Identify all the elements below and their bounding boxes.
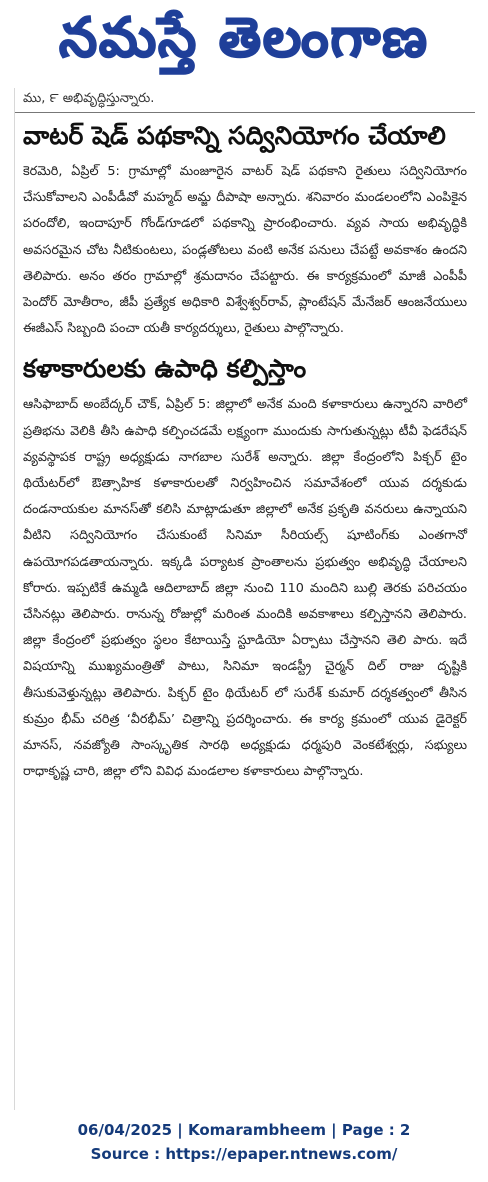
source-footer xyxy=(0,1118,488,1166)
masthead xyxy=(0,0,488,88)
clipping xyxy=(14,88,475,1110)
source-link[interactable]: Source : https://epaper.ntnews.com/ xyxy=(90,1145,398,1163)
newspaper-logo: నమస్తే తెలంగాణ xyxy=(59,5,429,69)
article-headline: కళాకారులకు ఉపాధి కల్పిస్తాం xyxy=(23,354,307,384)
article-watershed xyxy=(15,117,475,342)
article-artists xyxy=(15,350,475,785)
divider xyxy=(15,112,475,113)
article-body: ఆసిఫాబాద్ అంబేద్కర్ చౌక్, ఏప్రిల్ 5: జిల్లాలో అనేక మంది కళాకారులు ఉన్నారని వారిలో ప్రతిభను వెలికి తీసి ఉపాధి కల్పించడమే లక్ష్యంగా ముందుకు సాగుతున్నట్లు టీవీ ఫెడరేషన్ వ్యవస్థాపక రాష్ట్ర అధ్యక్షుడు నాగబాల సురేశ్ అన్నారు. జిల్లా కేంద్రంలోని పిక్చర్ టైం థియేటర్‌లో ఔత్సాహిక కళాకారులతో నిర్వహించిన సమావేశంలో యువ దర్శకుడు దండనాయకుల మానస్‌తో కలిసి మాట్లాడుతూ జిల్లాలో అనేక ప్రకృతి వనరులు ఉన్నాయని వీటిని సద్వినియోగం చేసుకుంటే సినిమా సీరియల్స్ షూటింగ్‌కు ఎంతగానో ఉపయోగపడతాయన్నారు. ఇక్కడి పర్యాటక ప్రాంతాలను ప్రభుత్వం అభివృద్ధి చేయాలని కోరారు. ఇప్పటికే ఉమ్మడి ఆదిలాబాద్ జిల్లా నుంచి 110 మందిని బుల్లి తెరకు పరిచయం చేసినట్లు తెలిపారు. రానున్న రోజుల్లో మరింత మందికి అవకాశాలు కల్పిస్తానని తెలిపారు. జిల్లా కేంద్రంలో ప్రభుత్వం స్థలం కేటాయిస్తే స్టూడియో ఏర్పాటు చేస్తానని తెలి పారు. ఇదే విషయాన్ని ముఖ్యమంత్రితో పాటు, సినిమా ఇండస్ట్రీ చైర్మన్ దిల్ రాజు దృష్టికి తీసుకువెళ్తున్నట్లు తెలిపారు. పిక్చర్ టైం థియేటర్ లో సురేశ్ కుమార్ దర్శకత్వంలో తీసిన కుమ్రం భీమ్ చరిత్ర ‘వీరభీమ్’ చిత్రాన్ని ప్రదర్శించారు. ఈ కార్య క్రమంలో యువ డైరెక్టర్ మానస్, నవజ్యోతి సాంస్కృతిక సారథి అధ్యక్షుడు ధర్మపురి వెంకటేశ్వర్లు, సభ్యులు రాధాకృష్ణ చారి, జిల్లా లోని వివిధ మండలాల కళాకారులు పాల్గొన్నారు. xyxy=(23,397,467,780)
cutoff-text: ము, ౯ అభివృద్ధిస్తున్నారు. xyxy=(23,91,155,106)
article-headline: వాటర్ షెడ్ పథకాన్ని సద్వినియోగం చేయాలి xyxy=(23,121,446,150)
edition-info: 06/04/2025 | Komarambheem | Page : 2 xyxy=(77,1121,411,1139)
article-body: కెరమెరి, ఏప్రిల్ 5: గ్రామాల్లో మంజూరైన వాటర్ షెడ్ పథకాని రైతులు సద్వినియోగం చేసుకోవాలని ఎంపీడీవో మహ్మద్ అమ్జ దీపాషా అన్నారు. శనివారం మండలంలోని ఎంపికైన పరందోలి, ఇందాపూర్ గోండ్‌గూడలో పథకాన్ని ప్రారంభించారు. వ్యవ సాయ అభివృద్ధికి అవసరమైన చోట నీటికుంటలు, పండ్లతోటలు వంటి అనేక పనులు చేపట్టే అవకాశం ఉందని తెలిపారు. అనం తరం గ్రామాల్లో శ్రమదానం చేపట్టారు. ఈ కార్యక్రమంలో మాజీ ఎంపీపీ పెందోర్ మోతీరాం, జీపీ ప్రత్యేక అధికారి విశ్వేశ్వర్‌రావ్, ప్లాంటేషన్ మేనేజర్ ఆంజనేయులు ఈజీఎస్ సిబ్బంది పంచా యతీ కార్యదర్శులు, రైతులు పాల్గొన్నారు. xyxy=(23,164,467,337)
